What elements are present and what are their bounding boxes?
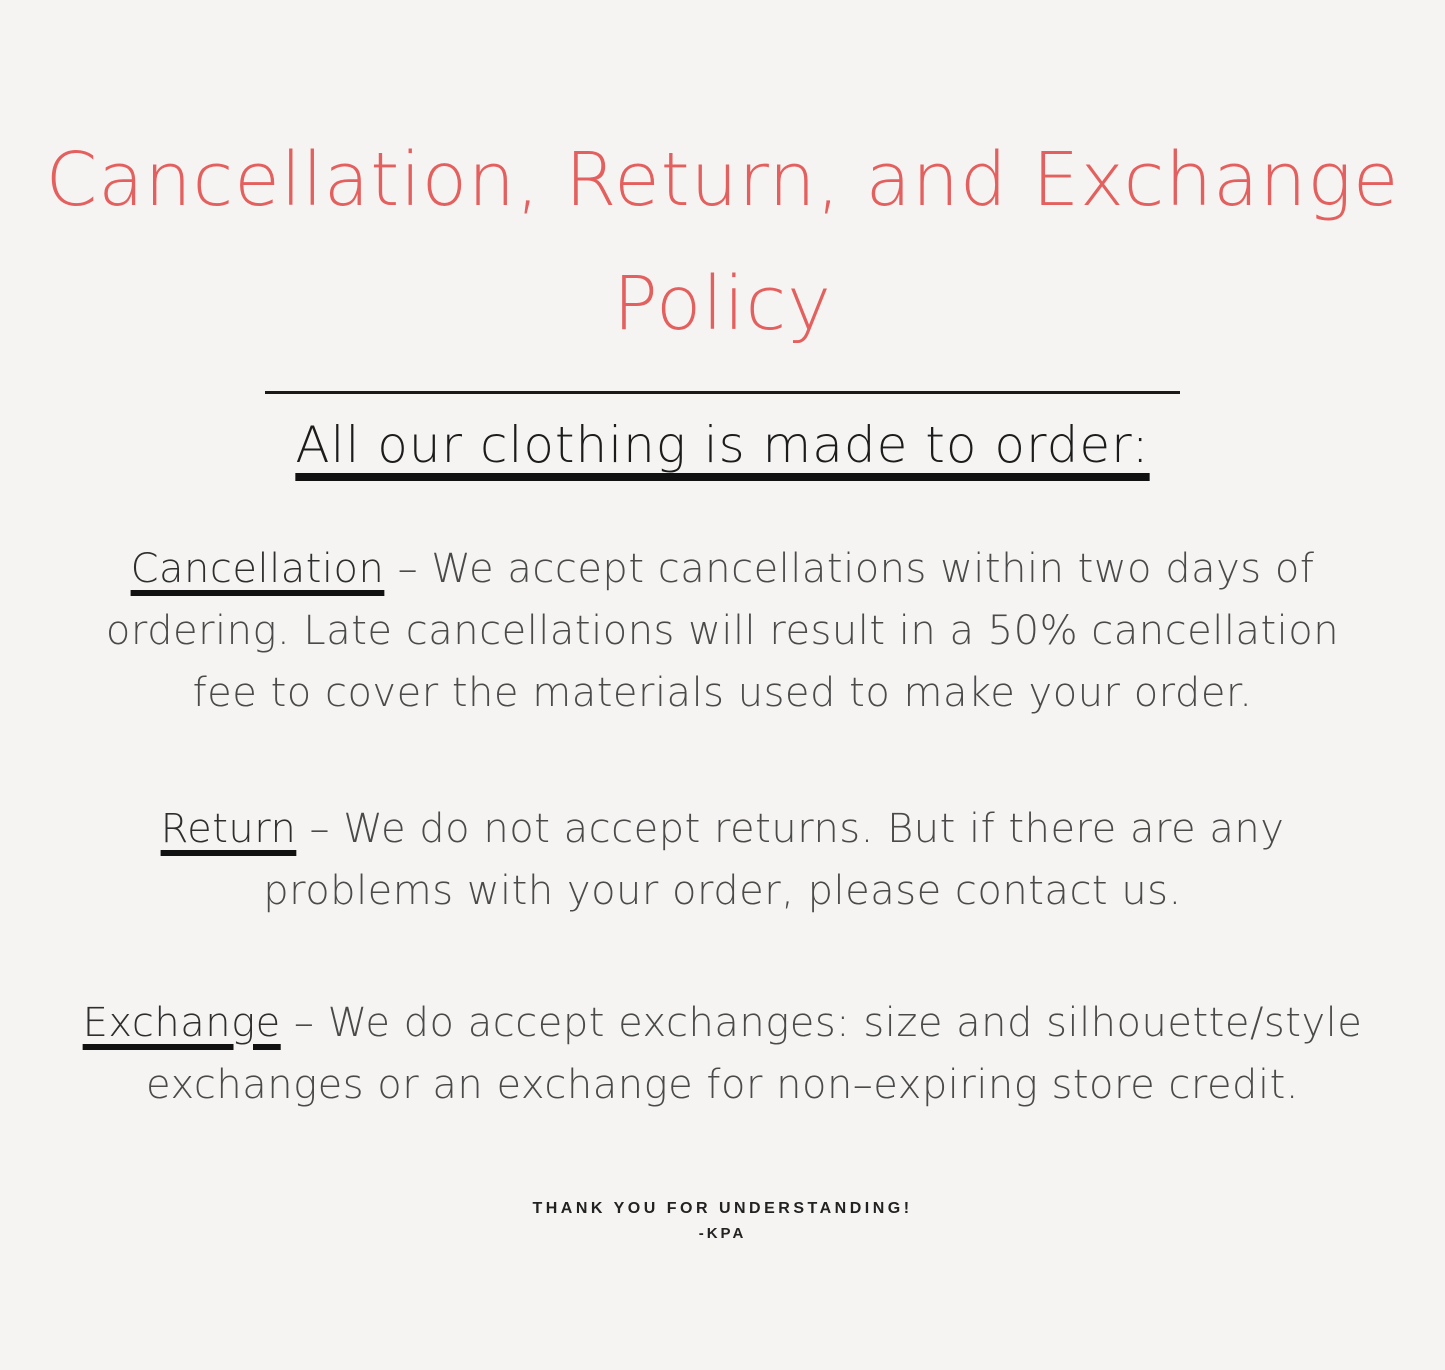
section-lead-exchange: Exchange [82, 999, 281, 1046]
section-lead-return: Return [160, 805, 297, 852]
policy-section-return [68, 798, 1378, 922]
policy-section-cancellation [68, 538, 1378, 724]
section-text-cancellation: – We accept cancellations within two days of ordering. Late cancellations will result in a 50% cancellation fee to cover the materials used to make your order. [105, 545, 1340, 716]
policy-section-exchange [68, 992, 1378, 1116]
page-title-line-2: Policy [613, 261, 832, 348]
intro-heading: All our clothing is made to order: [295, 415, 1150, 474]
title-divider [265, 391, 1180, 394]
footer-signature: -KPA [698, 1224, 747, 1242]
section-lead-cancellation: Cancellation [130, 545, 385, 592]
page-title [0, 118, 1445, 367]
section-text-return: – We do not accept returns. But if there are any problems with your order, please contact us. [263, 805, 1285, 914]
section-text-exchange: – We do accept exchanges: size and silhouette/style exchanges or an exchange for non–expiring store credit. [146, 999, 1363, 1108]
footer [0, 1200, 1445, 1242]
footer-thanks: THANK YOU FOR UNDERSTANDING! [532, 1199, 913, 1217]
page-title-line-1: Cancellation, Return, and Exchange [45, 137, 1400, 223]
